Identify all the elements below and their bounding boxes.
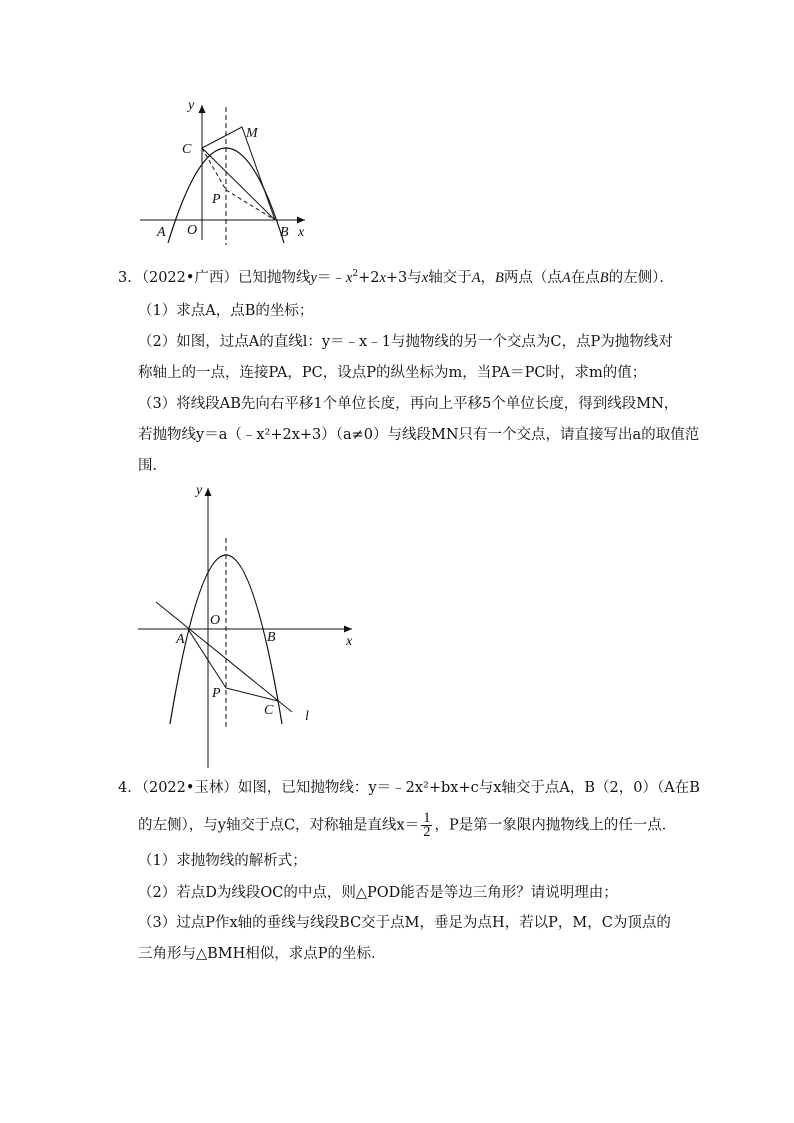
q4-part1: （1）求抛物线的解析式； bbox=[138, 853, 307, 869]
label-x: x bbox=[346, 634, 353, 649]
label-o: O bbox=[187, 223, 198, 238]
q3-part3-line2: 若抛物线y＝a（﹣x²+2x+3）（a≠0）与线段MN只有一个交点，请直接写出a的取值范 bbox=[138, 427, 700, 443]
q3-stem bbox=[118, 268, 674, 288]
q3-stem-x: x bbox=[421, 270, 429, 286]
q3-part3-line3: 围． bbox=[138, 458, 167, 474]
q3-eq-y: y bbox=[310, 270, 317, 286]
label-p: P bbox=[212, 192, 221, 207]
q3-stem-text: 已知抛物线 bbox=[237, 270, 311, 286]
q3-stem-a2: A bbox=[561, 270, 571, 286]
label-l: l bbox=[305, 709, 309, 724]
q3-eq-tail: +2 bbox=[358, 270, 380, 286]
q3-stem-post3: 两点（点 bbox=[503, 270, 562, 286]
q3-stem-post4: 在点 bbox=[570, 270, 600, 286]
q3-stem-a: A bbox=[471, 270, 481, 286]
q4-part3-line1: （3）过点P作x轴的垂线与线段BC交于点M，垂足为点H，若以P，M，C为顶点的 bbox=[138, 915, 671, 931]
q3-part3-line1: （3）将线段AB先向右平移1个单位长度，再向上平移5个单位长度，得到线段MN， bbox=[138, 396, 679, 412]
label-y: y bbox=[196, 483, 203, 498]
q4-stem-line1-a: 4．（2022•玉林）如图，已知抛物线： bbox=[118, 780, 369, 796]
segment-cb bbox=[202, 148, 275, 220]
q4-stem-line1-b: y＝﹣2x²+bx+c与x轴交于点A，B（2，0）（A在B bbox=[368, 780, 700, 796]
q3-number: 3． bbox=[118, 270, 142, 286]
label-o: O bbox=[210, 613, 221, 628]
figure-2-svg bbox=[130, 480, 370, 770]
fraction-numerator: 1 bbox=[423, 810, 431, 826]
fraction-denominator: 2 bbox=[423, 824, 431, 840]
q3-eq-exp: 2 bbox=[352, 269, 359, 279]
label-p: P bbox=[212, 686, 221, 701]
q3-stem-b: B bbox=[495, 270, 504, 286]
fraction-one-half bbox=[421, 812, 432, 839]
figure-1 bbox=[130, 95, 330, 245]
figure-1-svg bbox=[130, 95, 330, 245]
q3-eq-end: +3 bbox=[385, 270, 408, 286]
label-b: B bbox=[267, 630, 276, 645]
q4-stem-line2-b: ，P是第一象限内抛物线上的任一点． bbox=[434, 817, 677, 834]
q3-part1: （1）求点A，点B的坐标； bbox=[138, 303, 314, 319]
y-axis-arrow bbox=[199, 105, 206, 113]
label-c: C bbox=[182, 142, 192, 157]
label-a: A bbox=[176, 632, 185, 647]
x-axis-arrow bbox=[344, 626, 352, 633]
label-a: A bbox=[157, 225, 166, 240]
segment-pa bbox=[188, 629, 226, 688]
label-b: B bbox=[280, 225, 289, 240]
q4-stem-line2 bbox=[138, 812, 676, 839]
q3-stem-b2: B bbox=[599, 270, 609, 286]
q3-part2-line1: （2）如图，过点A的直线l：y＝﹣x﹣1与抛物线的另一个交点为C，点P为抛物线对 bbox=[138, 334, 673, 350]
label-x: x bbox=[298, 225, 305, 240]
q3-eq-x1: x bbox=[345, 270, 353, 286]
figure-2 bbox=[130, 480, 370, 770]
q3-stem-post5: 的左侧）． bbox=[608, 270, 674, 286]
q3-stem-post2: 轴交于 bbox=[428, 270, 472, 286]
segment-pb bbox=[226, 190, 275, 220]
q4-part3-line2: 三角形与△BMH相似，求点P的坐标． bbox=[138, 946, 386, 962]
segment-cp bbox=[202, 148, 226, 190]
q4-part2: （2）若点D为线段OC的中点，则△POD能否是等边三角形？请说明理由； bbox=[138, 885, 618, 901]
label-m: M bbox=[246, 126, 258, 141]
y-axis-arrow bbox=[205, 488, 212, 496]
q3-part2-line2: 称轴上的一点，连接PA，PC，设点P的纵坐标为m，当PA＝PC时，求m的值； bbox=[138, 365, 647, 381]
q4-stem-line1 bbox=[118, 778, 700, 798]
q4-stem-line2-a: 的左侧），与y轴交于点C，对称轴是直线x＝ bbox=[138, 817, 420, 834]
q3-stem-comma: ， bbox=[480, 270, 496, 286]
q3-eq-mid: ＝﹣ bbox=[316, 270, 346, 286]
x-axis-arrow bbox=[297, 217, 305, 224]
label-y: y bbox=[188, 98, 195, 113]
line-l bbox=[156, 602, 292, 712]
q3-source: （2022•广西） bbox=[141, 270, 238, 286]
q3-eq-x2: x bbox=[379, 270, 386, 286]
label-c: C bbox=[264, 703, 274, 718]
q3-stem-post1: 与 bbox=[407, 270, 422, 286]
